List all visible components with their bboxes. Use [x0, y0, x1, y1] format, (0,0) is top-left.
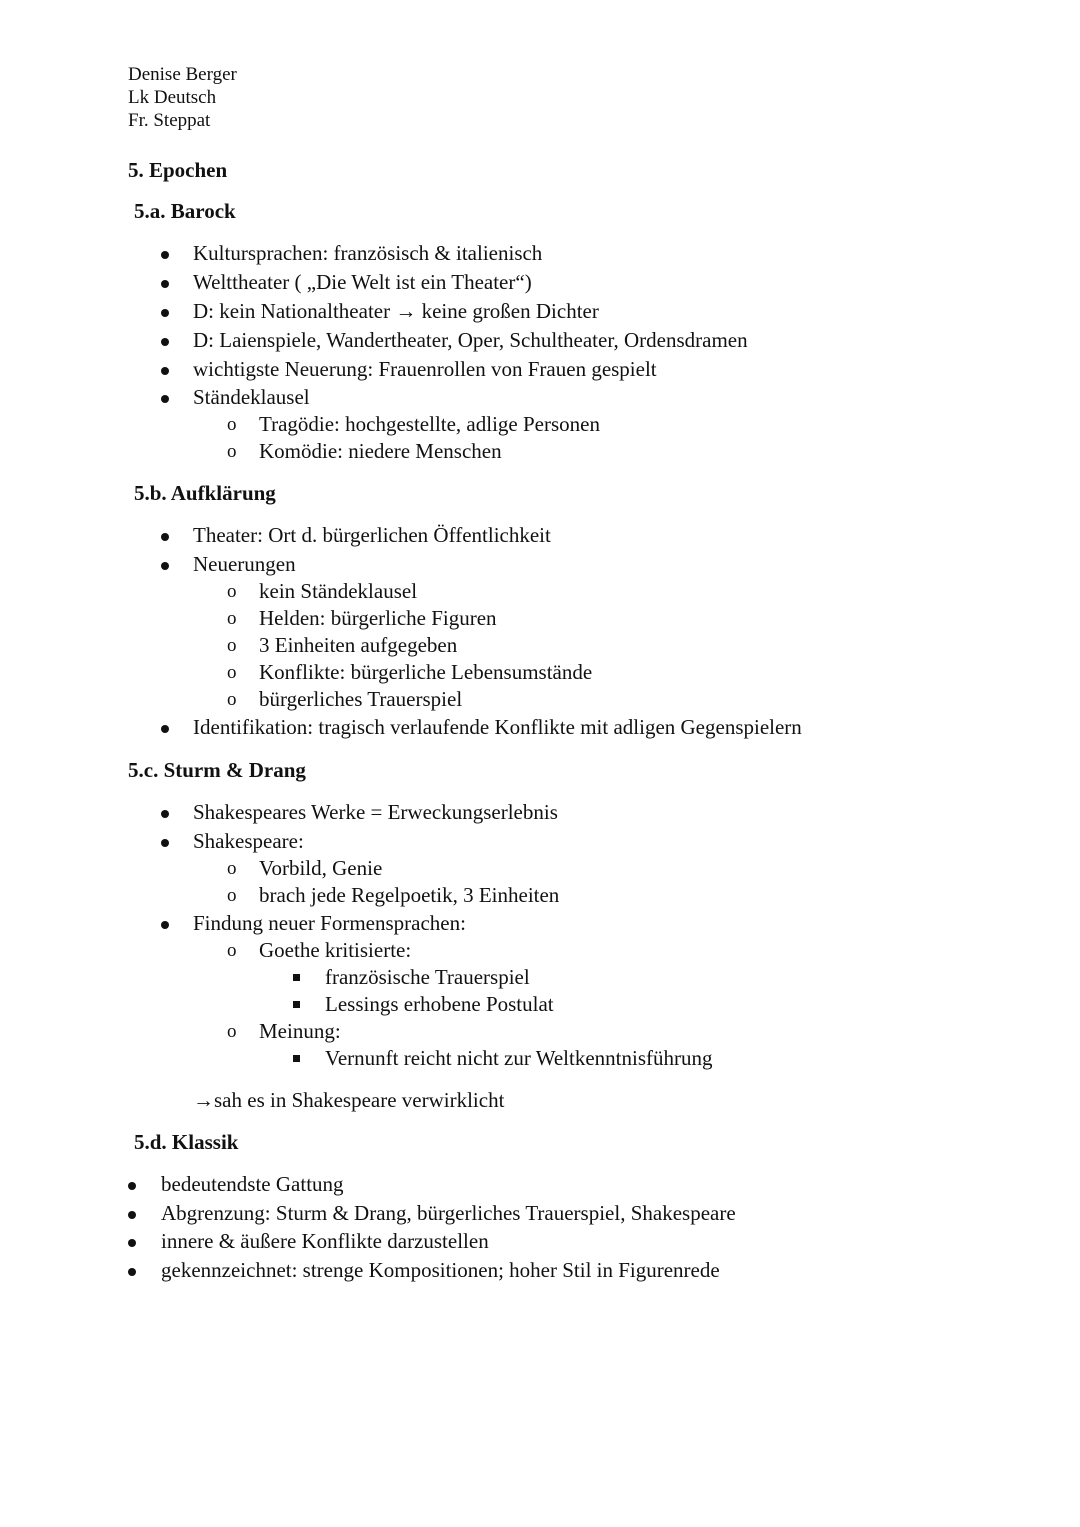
bullet-icon — [161, 562, 169, 570]
list-item: Kultursprachen: französisch & italienisch — [193, 241, 543, 265]
teacher-name: Fr. Steppat — [128, 110, 211, 131]
circle-bullet-icon: o — [227, 885, 237, 906]
heading-aufklaerung: 5.b. Aufklärung — [134, 481, 276, 505]
bullet-icon — [161, 395, 169, 403]
list-item: bedeutendste Gattung — [161, 1172, 344, 1196]
sub-list-item: Meinung: — [259, 1019, 341, 1043]
bullet-icon — [161, 251, 169, 259]
list-item: Findung neuer Formensprachen: — [193, 911, 466, 935]
bullet-icon — [128, 1239, 136, 1247]
sub-list-item: bürgerliches Trauerspiel — [259, 687, 463, 711]
circle-bullet-icon: o — [227, 441, 237, 462]
list-item: Shakespeare: — [193, 829, 304, 853]
sub-list-item: Helden: bürgerliche Figuren — [259, 606, 497, 630]
sub-sub-list-item: französische Trauerspiel — [325, 965, 530, 989]
course-name: Lk Deutsch — [128, 87, 217, 108]
bullet-icon — [161, 367, 169, 375]
circle-bullet-icon: o — [227, 581, 237, 602]
circle-bullet-icon: o — [227, 608, 237, 629]
bullet-icon — [161, 338, 169, 346]
list-item: Welttheater ( „Die Welt ist ein Theater“) — [193, 270, 532, 294]
sub-sub-list-item: Lessings erhobene Postulat — [325, 992, 554, 1016]
heading-sturm-drang: 5.c. Sturm & Drang — [128, 758, 306, 782]
author-name: Denise Berger — [128, 64, 237, 85]
sub-list-item: Komödie: niedere Menschen — [259, 439, 502, 463]
square-bullet-icon — [293, 1001, 300, 1008]
bullet-icon — [128, 1182, 136, 1190]
list-item: wichtigste Neuerung: Frauenrollen von Frauen gespielt — [193, 357, 657, 381]
bullet-icon — [128, 1268, 136, 1276]
bullet-icon — [161, 280, 169, 288]
list-item: gekennzeichnet: strenge Kompositionen; hoher Stil in Figurenrede — [161, 1258, 720, 1282]
circle-bullet-icon: o — [227, 414, 237, 435]
sub-list-item: 3 Einheiten aufgegeben — [259, 633, 458, 657]
square-bullet-icon — [293, 1055, 300, 1062]
circle-bullet-icon: o — [227, 858, 237, 879]
square-bullet-icon — [293, 974, 300, 981]
circle-bullet-icon: o — [227, 635, 237, 656]
bullet-icon — [128, 1211, 136, 1219]
circle-bullet-icon: o — [227, 940, 237, 961]
list-item: Shakespeares Werke = Erweckungserlebnis — [193, 800, 558, 824]
list-item: Identifikation: tragisch verlaufende Konflikte mit adligen Gegenspielern — [193, 715, 802, 739]
sub-list-item: brach jede Regelpoetik, 3 Einheiten — [259, 883, 560, 907]
conclusion-text: →sah es in Shakespeare verwirklicht — [193, 1088, 505, 1112]
list-item: innere & äußere Konflikte darzustellen — [161, 1229, 489, 1253]
sub-list-item: Konflikte: bürgerliche Lebensumstände — [259, 660, 593, 684]
bullet-icon — [161, 810, 169, 818]
circle-bullet-icon: o — [227, 689, 237, 710]
heading-barock: 5.a. Barock — [134, 199, 236, 223]
list-item: Neuerungen — [193, 552, 296, 576]
bullet-icon — [161, 725, 169, 733]
list-item: Abgrenzung: Sturm & Drang, bürgerliches Trauerspiel, Shakespeare — [161, 1201, 736, 1225]
bullet-icon — [161, 839, 169, 847]
circle-bullet-icon: o — [227, 662, 237, 683]
bullet-icon — [161, 921, 169, 929]
sub-sub-list-item: Vernunft reicht nicht zur Weltkenntnisführung — [325, 1046, 713, 1070]
list-item: Ständeklausel — [193, 385, 310, 409]
heading-klassik: 5.d. Klassik — [134, 1130, 239, 1154]
list-item: D: kein Nationaltheater → keine großen Dichter — [193, 299, 599, 323]
sub-list-item: Tragödie: hochgestellte, adlige Personen — [259, 412, 600, 436]
circle-bullet-icon: o — [227, 1021, 237, 1042]
list-item: Theater: Ort d. bürgerlichen Öffentlichkeit — [193, 523, 551, 547]
list-item: D: Laienspiele, Wandertheater, Oper, Schultheater, Ordensdramen — [193, 328, 748, 352]
bullet-icon — [161, 533, 169, 541]
bullet-icon — [161, 309, 169, 317]
sub-list-item: Goethe kritisierte: — [259, 938, 412, 962]
sub-list-item: Vorbild, Genie — [259, 856, 383, 880]
section-title: 5. Epochen — [128, 158, 228, 182]
sub-list-item: kein Ständeklausel — [259, 579, 418, 603]
